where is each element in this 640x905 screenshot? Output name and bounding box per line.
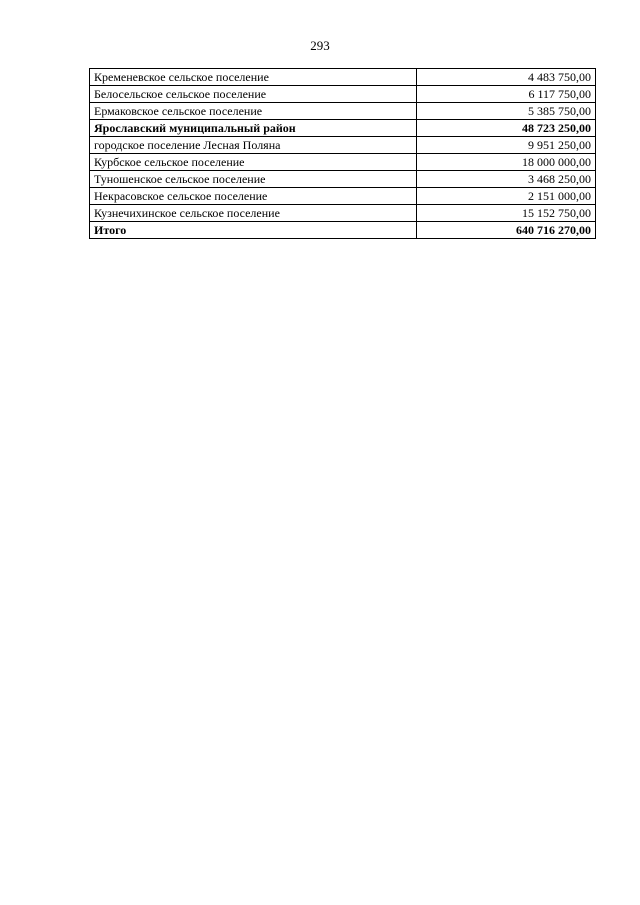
table-row [90, 120, 596, 137]
row-name-cell: Туношенское сельское поселение [90, 171, 417, 188]
row-amount-cell: 6 117 750,00 [417, 86, 596, 103]
table-row [90, 154, 596, 171]
row-name-cell: Ермаковское сельское поселение [90, 103, 417, 120]
row-name-cell: Курбское сельское поселение [90, 154, 417, 171]
row-amount-cell: 5 385 750,00 [417, 103, 596, 120]
table-row [90, 205, 596, 222]
row-name-cell: Кузнечихинское сельское поселение [90, 205, 417, 222]
row-amount-cell: 18 000 000,00 [417, 154, 596, 171]
row-name-cell: Итого [90, 222, 417, 239]
row-amount-cell: 9 951 250,00 [417, 137, 596, 154]
allocation-table [89, 68, 596, 239]
row-amount-cell: 3 468 250,00 [417, 171, 596, 188]
row-name-cell: городское поселение Лесная Поляна [90, 137, 417, 154]
page-number: 293 [310, 38, 330, 53]
table-row [90, 188, 596, 205]
table-row [90, 222, 596, 239]
table-row [90, 86, 596, 103]
row-amount-cell: 4 483 750,00 [417, 69, 596, 86]
table-row [90, 103, 596, 120]
row-amount-cell: 2 151 000,00 [417, 188, 596, 205]
row-name-cell: Кременевское сельское поселение [90, 69, 417, 86]
table-row [90, 69, 596, 86]
row-amount-cell: 640 716 270,00 [417, 222, 596, 239]
row-name-cell: Некрасовское сельское поселение [90, 188, 417, 205]
table-row [90, 137, 596, 154]
row-amount-cell: 48 723 250,00 [417, 120, 596, 137]
row-amount-cell: 15 152 750,00 [417, 205, 596, 222]
row-name-cell: Белосельское сельское поселение [90, 86, 417, 103]
table-row [90, 171, 596, 188]
row-name-cell: Ярославский муниципальный район [90, 120, 417, 137]
